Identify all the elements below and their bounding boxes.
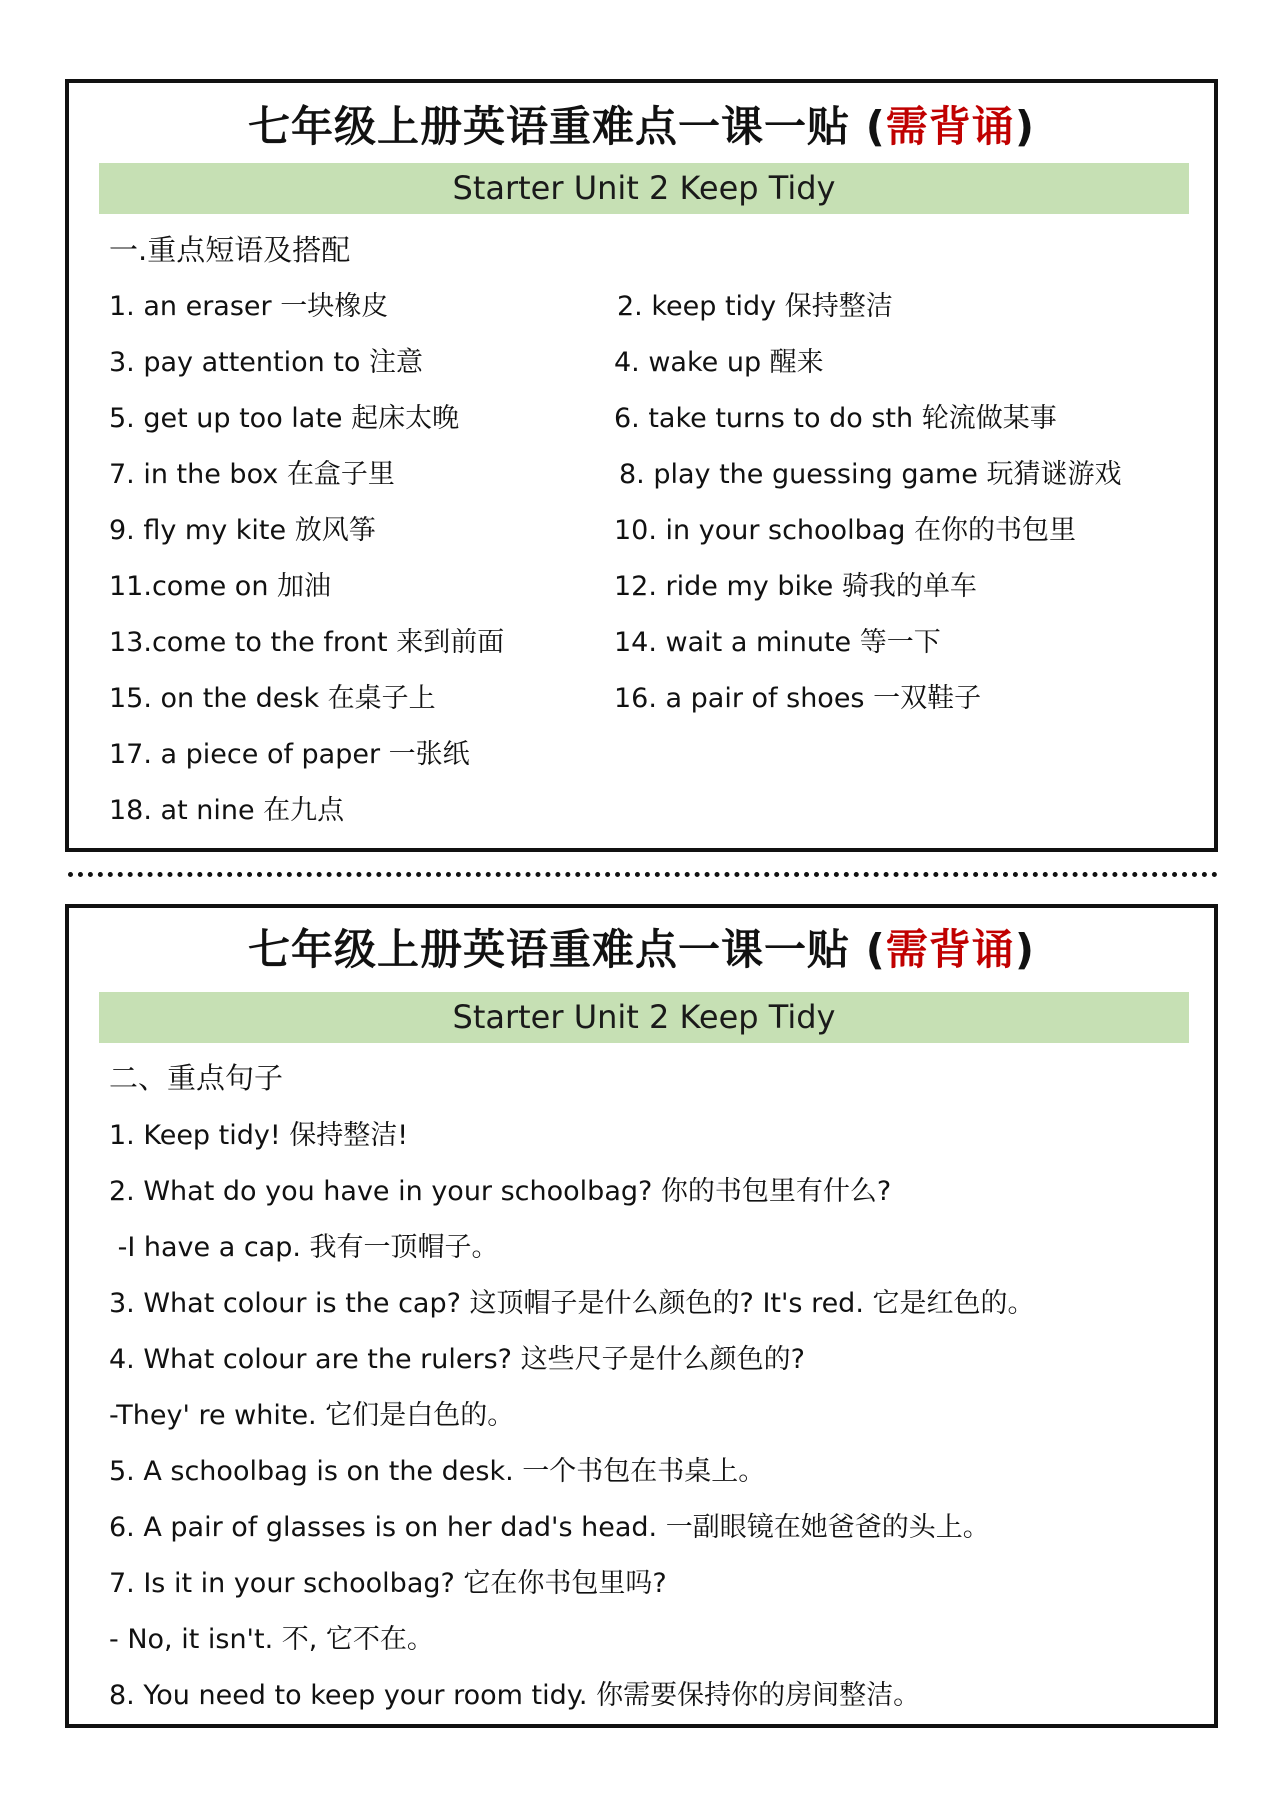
phrase-item: 4. wake up 醒来 (614, 347, 824, 378)
phrase-item: 2. keep tidy 保持整洁 (617, 291, 893, 322)
phrase-item: 11.come on 加油 (109, 571, 332, 602)
sentence-item: 6. A pair of glasses is on her dad's head. 一副眼镜在她爸爸的头上。 (109, 1512, 990, 1543)
section-heading: 二、重点句子 (109, 1061, 284, 1095)
sentence-item: 8. You need to keep your room tidy. 你需要保持你的房间整洁。 (109, 1680, 921, 1711)
title-close: ) (1014, 925, 1036, 974)
phrase-item: 7. in the box 在盒子里 (109, 459, 395, 490)
phrase-item: 15. on the desk 在桌子上 (109, 683, 436, 714)
phrase-item: 3. pay attention to 注意 (109, 347, 424, 378)
title-highlight: 需背诵 (885, 102, 1015, 151)
phrase-item: 6. take turns to do sth 轮流做某事 (614, 403, 1057, 434)
sentence-item: -I have a cap. 我有一顶帽子。 (109, 1232, 499, 1263)
phrase-item: 5. get up too late 起床太晚 (109, 403, 460, 434)
phrase-item: 9. fly my kite 放风筝 (109, 515, 376, 546)
sentences-card (65, 904, 1218, 1728)
page-title (69, 920, 1214, 980)
phrase-item: 8. play the guessing game 玩猜谜游戏 (619, 459, 1122, 490)
section-heading: 一.重点短语及搭配 (109, 233, 351, 267)
unit-subtitle-band: Starter Unit 2 Keep Tidy (99, 163, 1189, 214)
phrases-card (65, 79, 1218, 852)
title-text: 七年级上册英语重难点一课一贴 ( (247, 102, 886, 151)
sentence-item: 5. A schoolbag is on the desk. 一个书包在书桌上。 (109, 1456, 766, 1487)
sentence-item: - No, it isn't. 不, 它不在。 (109, 1624, 434, 1655)
sentence-item: 2. What do you have in your schoolbag? 你的书包里有什么? (109, 1176, 892, 1207)
phrase-item: 10. in your schoolbag 在你的书包里 (614, 515, 1076, 546)
sentence-item: 1. Keep tidy! 保持整洁! (109, 1120, 409, 1151)
title-highlight: 需背诵 (885, 925, 1015, 974)
page-title (69, 97, 1214, 157)
sentence-item: 4. What colour are the rulers? 这些尺子是什么颜色的? (109, 1344, 805, 1375)
sentence-item: 7. Is it in your schoolbag? 它在你书包里吗? (109, 1568, 667, 1599)
phrase-item: 12. ride my bike 骑我的单车 (614, 571, 977, 602)
phrase-item: 16. a pair of shoes 一双鞋子 (614, 683, 982, 714)
phrase-item: 1. an eraser 一块橡皮 (109, 291, 389, 322)
unit-subtitle-band: Starter Unit 2 Keep Tidy (99, 992, 1189, 1043)
phrase-item: 13.come to the front 来到前面 (109, 627, 505, 658)
phrase-item: 14. wait a minute 等一下 (614, 627, 941, 658)
sentence-item: 3. What colour is the cap? 这顶帽子是什么颜色的? It's red. 它是红色的。 (109, 1288, 1035, 1319)
title-close: ) (1014, 102, 1036, 151)
sentence-item: -They' re white. 它们是白色的。 (109, 1400, 515, 1431)
dotted-divider (68, 872, 1218, 877)
phrase-item: 18. at nine 在九点 (109, 795, 345, 826)
phrase-item: 17. a piece of paper 一张纸 (109, 739, 470, 770)
title-text: 七年级上册英语重难点一课一贴 ( (247, 925, 886, 974)
